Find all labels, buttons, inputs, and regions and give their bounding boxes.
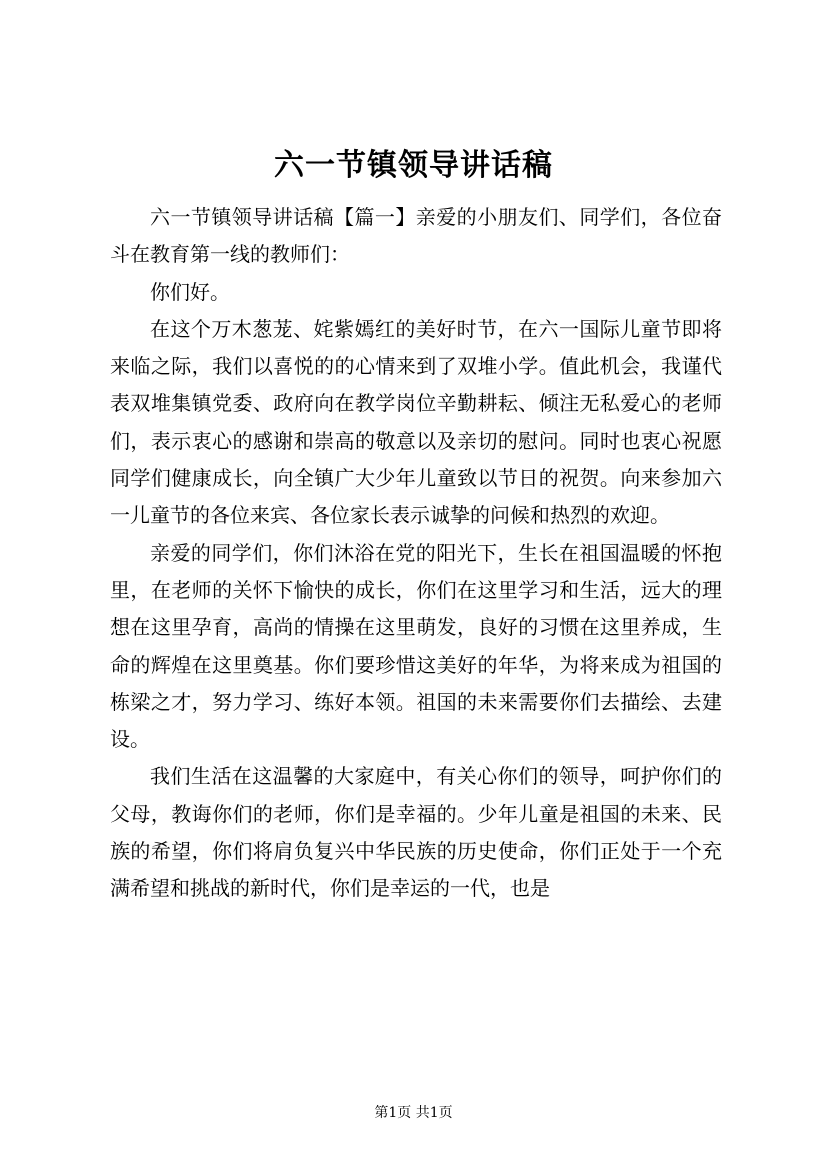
document-body [110,199,722,908]
document-title: 六一节镇领导讲话稿 [274,148,553,183]
paragraph-3: 在这个万木葱茏、姹紫嫣红的美好时节，在六一国际儿童节即将来临之际，我们以喜悦的的心情来到了双堆小学。值此机会，我谨代表双堆集镇党委、政府向在教学岗位辛勤耕耘、倾注无私爱心的老师们，表示衷心的感谢和崇高的敬意以及亲切的慰问。同时也衷心祝愿同学们健康成长，向全镇广大少年儿童致以节日的祝贺。向来参加六一儿童节的各位来宾、各位家长表示诚挚的问候和热烈的欢迎。 [110,316,722,528]
paragraph-1: 六一节镇领导讲话稿【篇一】亲爱的小朋友们、同学们，各位奋斗在教育第一线的教师们： [110,205,722,267]
paragraph-2: 你们好。 [150,279,230,304]
paragraph-4: 亲爱的同学们，你们沐浴在党的阳光下，生长在祖国温暖的怀抱里，在老师的关怀下愉快的成长，你们在这里学习和生活，远大的理想在这里孕育，高尚的情操在这里萌发，良好的习惯在这里养成，生命的辉煌在这里奠基。你们要珍惜这美好的年华，为将来成为祖国的栋梁之才，努力学习、练好本领。祖国的未来需要你们去描绘、去建设。 [110,540,722,752]
page-footer: 第1页 共1页 [374,1105,453,1121]
paragraph-5: 我们生活在这温馨的大家庭中，有关心你们的领导，呵护你们的父母，教诲你们的老师，你们是幸福的。少年儿童是祖国的未来、民族的希望，你们将肩负复兴中华民族的历史使命，你们正处于一个充满希望和挑战的新时代，你们是幸运的一代，也是 [110,764,722,901]
